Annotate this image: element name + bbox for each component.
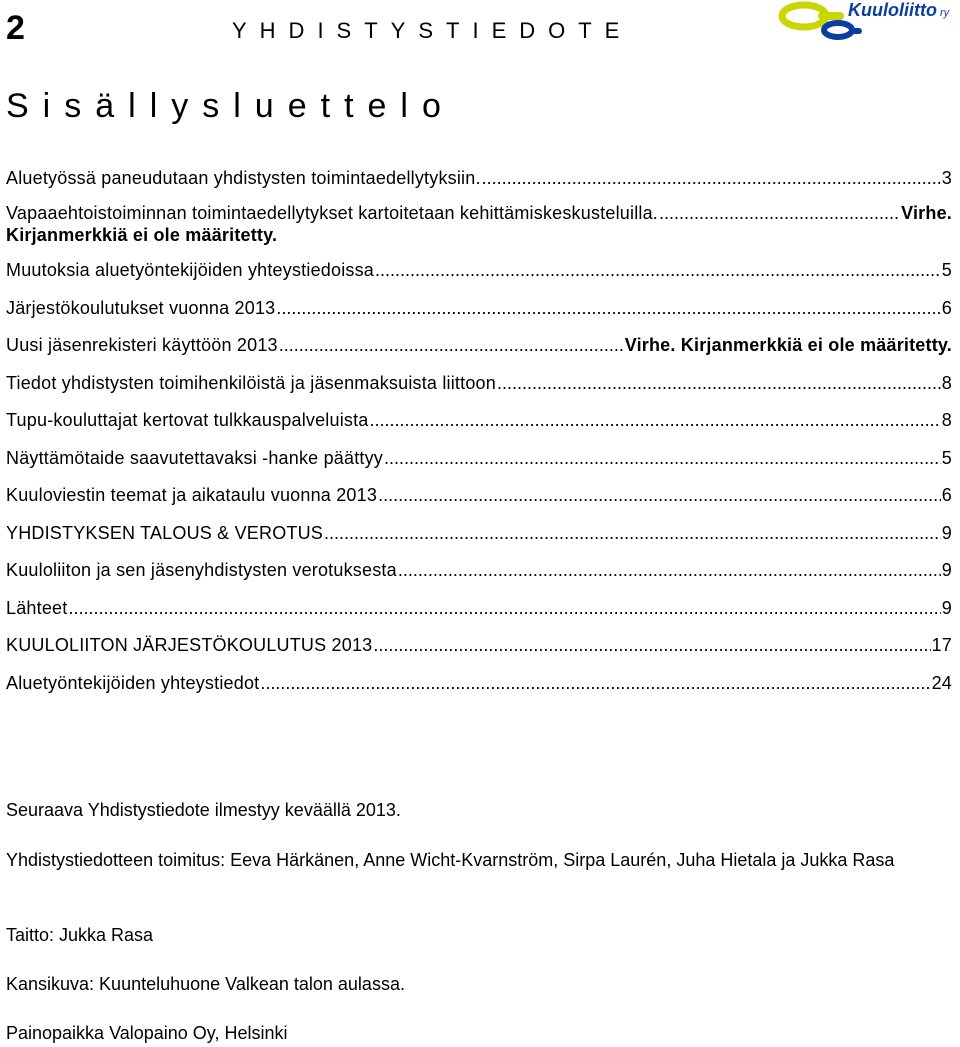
toc-entry[interactable] <box>6 290 952 328</box>
toc-leader-dots <box>375 252 941 290</box>
cover-credit: Kansikuva: Kuunteluhuone Valkean talon aulassa. <box>6 974 405 994</box>
page-header <box>0 0 960 60</box>
toc-leader-dots <box>398 552 941 590</box>
toc-entry[interactable] <box>6 402 952 440</box>
toc-title: Sisällysluettelo <box>6 87 455 125</box>
toc-leader-dots <box>659 202 900 224</box>
toc-entry-page: 8 <box>941 372 952 393</box>
toc-entry-label: YHDISTYKSEN TALOUS & VEROTUS <box>6 522 324 543</box>
toc-leader-dots <box>384 440 941 478</box>
toc-entry[interactable] <box>6 515 952 553</box>
toc-entry-label: KUULOLIITON JÄRJESTÖKOULUTUS 2013 <box>6 635 373 655</box>
toc-leader-dots <box>378 477 941 515</box>
toc-entry[interactable] <box>6 160 952 198</box>
toc-entry-label: Tupu-kouluttajat kertovat tulkkauspalveluista <box>6 410 369 430</box>
toc-leader-dots <box>279 327 624 365</box>
toc-entry-label: Lähteet <box>6 597 68 618</box>
toc-entry-label: Kuuloliiton ja sen jäsenyhdistysten verotuksesta <box>6 560 397 580</box>
toc-entry[interactable] <box>6 477 952 515</box>
toc-entry-page: 9 <box>941 597 952 618</box>
toc-leader-dots <box>370 402 941 440</box>
toc-entry-page: 17 <box>931 635 952 655</box>
toc-entry-label: Muutoksia aluetyöntekijöiden yhteystiedoissa <box>6 260 375 280</box>
toc-entry[interactable] <box>6 665 952 703</box>
toc-leader-dots <box>68 590 940 628</box>
toc-entry[interactable] <box>6 327 952 365</box>
toc-entry-page: 6 <box>941 297 952 318</box>
next-issue-note: Seuraava Yhdistystiedote ilmestyy keväällä 2013. <box>6 800 401 820</box>
table-of-contents <box>6 160 952 702</box>
toc-entry-label: Aluetyöntekijöiden yhteystiedot <box>6 672 260 693</box>
page-number: 2 <box>6 9 25 47</box>
toc-entry[interactable] <box>6 252 952 290</box>
toc-entry-label: Uusi jäsenrekisteri käyttöön 2013 <box>6 335 278 355</box>
toc-leader-dots <box>497 365 941 403</box>
layout-credit: Taitto: Jukka Rasa <box>6 925 154 945</box>
toc-entry[interactable] <box>6 552 952 590</box>
toc-entry-label: Aluetyössä paneudutaan yhdistysten toimintaedellytyksiin. <box>6 168 481 188</box>
toc-entry-label: Näyttämötaide saavutettavaksi -hanke päättyy <box>6 447 384 468</box>
toc-entry-label: Tiedot yhdistysten toimihenkilöistä ja jäsenmaksuista liittoon <box>6 372 496 393</box>
toc-entry-page: 5 <box>941 260 952 280</box>
toc-leader-dots <box>324 515 941 553</box>
toc-leader-dots <box>260 665 930 703</box>
toc-entry-page: 6 <box>941 485 952 505</box>
header-title: YHDISTYSTIEDOTE <box>232 18 633 43</box>
toc-leader-dots <box>373 627 930 665</box>
toc-entry-page: 9 <box>941 560 952 580</box>
logo-suffix: ry <box>939 7 950 19</box>
toc-entry[interactable] <box>6 627 952 665</box>
toc-entry-page-continued: Kirjanmerkkiä ei ole määritetty. <box>6 225 278 245</box>
toc-entry[interactable] <box>6 590 952 628</box>
toc-entry-page: 5 <box>941 447 952 468</box>
logo-wordmark <box>848 0 949 21</box>
toc-entry[interactable] <box>6 440 952 478</box>
toc-entry-page: Virhe. Kirjanmerkkiä ei ole määritetty. <box>624 335 952 355</box>
toc-entry[interactable] <box>6 198 952 252</box>
toc-entry-page: 8 <box>941 410 952 430</box>
editors-note: Yhdistystiedotteen toimitus: Eeva Härkänen, Anne Wicht-Kvarnström, Sirpa Laurén, Juha Hietala ja Jukka Rasa <box>6 850 895 870</box>
toc-entry-page: 3 <box>941 168 952 188</box>
printer-credit: Painopaikka Valopaino Oy, Helsinki <box>6 1023 288 1043</box>
toc-entry-page: 9 <box>941 522 952 543</box>
toc-entry-page: 24 <box>931 672 952 693</box>
toc-entry-label: Vapaaehtoistoiminnan toimintaedellytykset kartoitetaan kehittämiskeskusteluilla. <box>6 203 659 223</box>
toc-entry-page: Virhe. <box>901 203 952 223</box>
toc-entry-label: Kuuloviestin teemat ja aikataulu vuonna 2013 <box>6 485 378 505</box>
toc-entry-label: Järjestökoulutukset vuonna 2013 <box>6 297 276 318</box>
toc-leader-dots <box>276 290 940 328</box>
toc-entry[interactable] <box>6 365 952 403</box>
logo-name: Kuuloliitto <box>848 0 937 20</box>
toc-leader-dots <box>482 160 941 198</box>
kuuloliitto-logo <box>778 0 960 42</box>
